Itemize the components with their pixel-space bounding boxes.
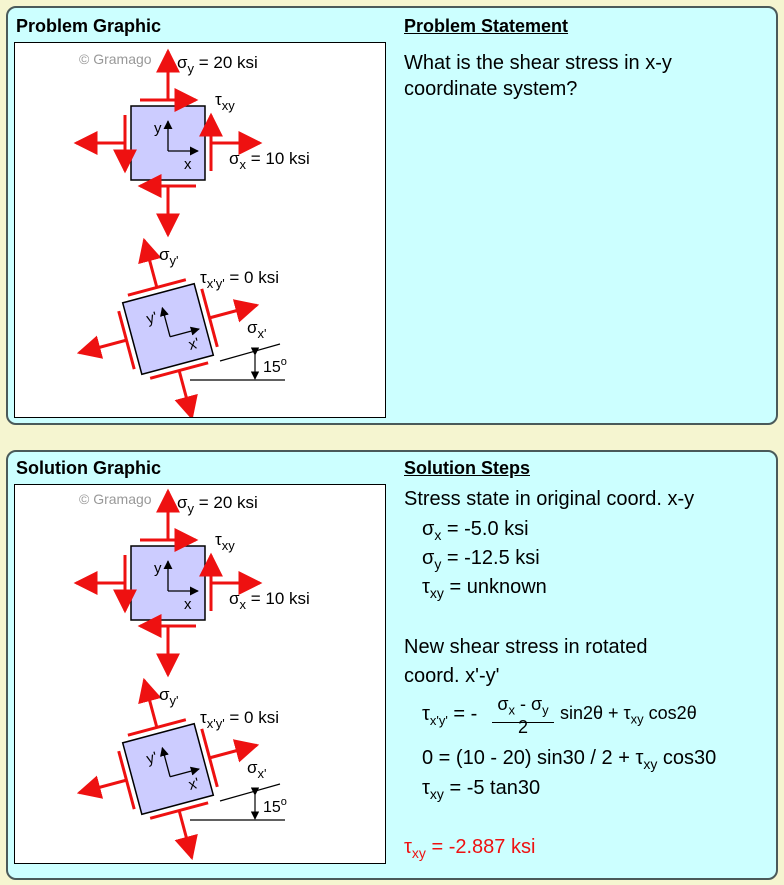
answer-line: $\tau_{xy} = -2.887$ ksi: [404, 836, 536, 861]
sigma-x-prime-label: $\sigma_{x'}$: [247, 758, 267, 781]
substituted-equation: 0 = (10 - 20) $\sin 30 / 2 + \tau_{xy}$ cos30: [422, 747, 717, 772]
sigma-x-line: $\sigma_x = -5.0$ ksi: [422, 518, 529, 543]
rot-sigma-y-arrow-top: [144, 240, 157, 287]
rot-sigma-x-arrow-left: [79, 780, 126, 793]
x-axis-label: x: [184, 596, 192, 613]
rot-sigma-y-arrow-bottom: [179, 371, 192, 417]
sigma-y-prime-label: $\sigma_{y'}$: [159, 685, 179, 708]
problem-graphic-box: [14, 42, 386, 418]
tau-prime-label: $\tau_{x'y'} = 0$ ksi: [200, 268, 280, 291]
x-axis-label: x: [184, 156, 192, 173]
solution-steps-title: Solution Steps: [404, 458, 530, 478]
sigma-y-prime-label: $\sigma_{y'}$: [159, 245, 179, 268]
angle-label: 15$^o$: [263, 356, 287, 376]
tau-xy-line: $\tau_{xy}$ = unknown: [422, 576, 547, 601]
x-prime-label: x': [186, 774, 202, 794]
solution-graphic-box: [14, 484, 386, 864]
watermark: © Gramago: [79, 491, 152, 507]
original-element: [76, 51, 260, 235]
sigma-y-label: $\sigma_y = 20$ ksi: [177, 53, 258, 76]
y-axis-label: y: [154, 120, 162, 137]
sigma-x-prime-label: $\sigma_{x'}$: [247, 318, 267, 341]
step1-text: Stress state in original coord. x-y: [404, 488, 695, 510]
tau-prime-label: $\tau_{x'y'} = 0$ ksi: [200, 708, 280, 731]
step2-text-b: coord. x'-y': [404, 665, 500, 687]
tau-xy-label: $\tau_{xy}$: [215, 90, 235, 113]
sigma-y-label: $\sigma_y = 20$ ksi: [177, 493, 258, 516]
problem-stress-diagram: [15, 43, 385, 417]
solution-stress-diagram: [15, 485, 385, 863]
step2-text-a: New shear stress in rotated: [404, 636, 648, 658]
original-element: [76, 491, 260, 675]
problem-statement-text: What is the shear stress in x-y coordinate system?: [404, 52, 672, 100]
rot-sigma-y-arrow-bottom: [179, 811, 192, 858]
rot-sigma-x-arrow-left: [79, 340, 126, 353]
rot-sigma-y-arrow-top: [144, 680, 157, 727]
sigma-y-line: $\sigma_y = -12.5$ ksi: [422, 547, 540, 572]
y-axis-label: y: [154, 560, 162, 577]
y-prime-label: y': [144, 308, 160, 328]
tau-solve-line: $\tau_{xy} = -5$ tan30: [422, 777, 541, 802]
x-prime-label: x': [186, 334, 202, 354]
sigma-x-label: $\sigma_x = 10$ ksi: [229, 589, 310, 612]
problem-statement-title: Problem Statement: [404, 16, 569, 36]
problem-graphic-title: Problem Graphic: [16, 16, 162, 36]
watermark: © Gramago: [79, 51, 152, 67]
angle-label: 15$^o$: [263, 796, 287, 816]
rot-sigma-x-arrow-right: [210, 305, 257, 318]
y-prime-label: y': [144, 748, 160, 768]
solution-graphic-title: Solution Graphic: [16, 458, 162, 478]
rot-sigma-x-arrow-right: [210, 745, 257, 758]
tau-xy-label: $\tau_{xy}$: [215, 530, 235, 553]
sigma-x-label: $\sigma_x = 10$ ksi: [229, 149, 310, 172]
